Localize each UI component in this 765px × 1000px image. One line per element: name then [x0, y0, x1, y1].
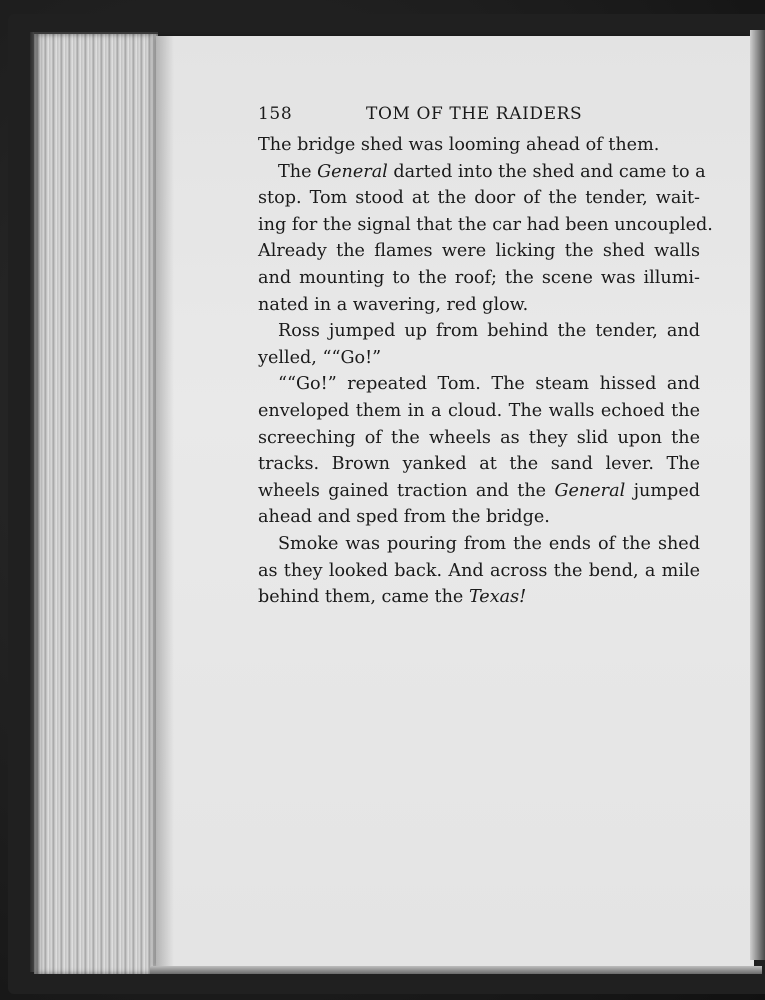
running-head	[258, 104, 700, 128]
text-line: ahead and sped from the bridge.	[258, 507, 550, 528]
page-edges-stack	[34, 32, 158, 974]
text-line: The bridge shed was looming ahead of them.	[258, 135, 660, 155]
paragraph	[258, 159, 713, 319]
text-line: wheels gained traction and the General jumped	[258, 480, 700, 501]
page-number: 158	[258, 104, 293, 124]
text-line: ““Go!” repeated Tom. The steam hissed and	[278, 374, 700, 395]
text-block	[258, 104, 713, 611]
text-line: behind them, came the Texas!	[258, 587, 527, 608]
paragraph	[258, 531, 700, 611]
text-line: Smoke was pouring from the ends of the shed	[278, 533, 700, 554]
running-title: TOM OF THE RAIDERS	[366, 104, 583, 124]
text-line: The General darted into the shed and came to a	[278, 161, 706, 182]
text-line: yelled, ““Go!”	[258, 347, 382, 368]
text-line: screeching of the wheels as they slid upon the	[258, 427, 700, 448]
text-line: and mounting to the roof; the scene was illumi-	[258, 267, 700, 288]
text-line: stop. Tom stood at the door of the tender, wait-	[258, 188, 700, 209]
text-line: tracks. Brown yanked at the sand lever. The	[258, 454, 700, 475]
gutter-shadow	[156, 36, 174, 968]
text-line: nated in a wavering, red glow.	[258, 294, 529, 315]
right-page-edge	[750, 30, 765, 960]
text-line: as they looked back. And across the bend, a mile	[258, 560, 700, 581]
paragraph	[258, 371, 700, 531]
text-line: Already the flames were licking the shed walls	[258, 241, 700, 262]
italic-text: General	[317, 161, 388, 182]
italic-text: General	[554, 480, 626, 501]
body-text	[258, 132, 713, 611]
text-line: Ross jumped up from behind the tender, and	[278, 321, 700, 342]
bottom-page-edge	[150, 966, 762, 974]
text-line: ing for the signal that the car had been uncoupled.	[258, 214, 713, 235]
italic-text: Texas!	[468, 587, 527, 608]
paragraph	[258, 318, 700, 371]
text-line: enveloped them in a cloud. The walls echoed the	[258, 400, 700, 421]
paragraph	[258, 132, 700, 159]
